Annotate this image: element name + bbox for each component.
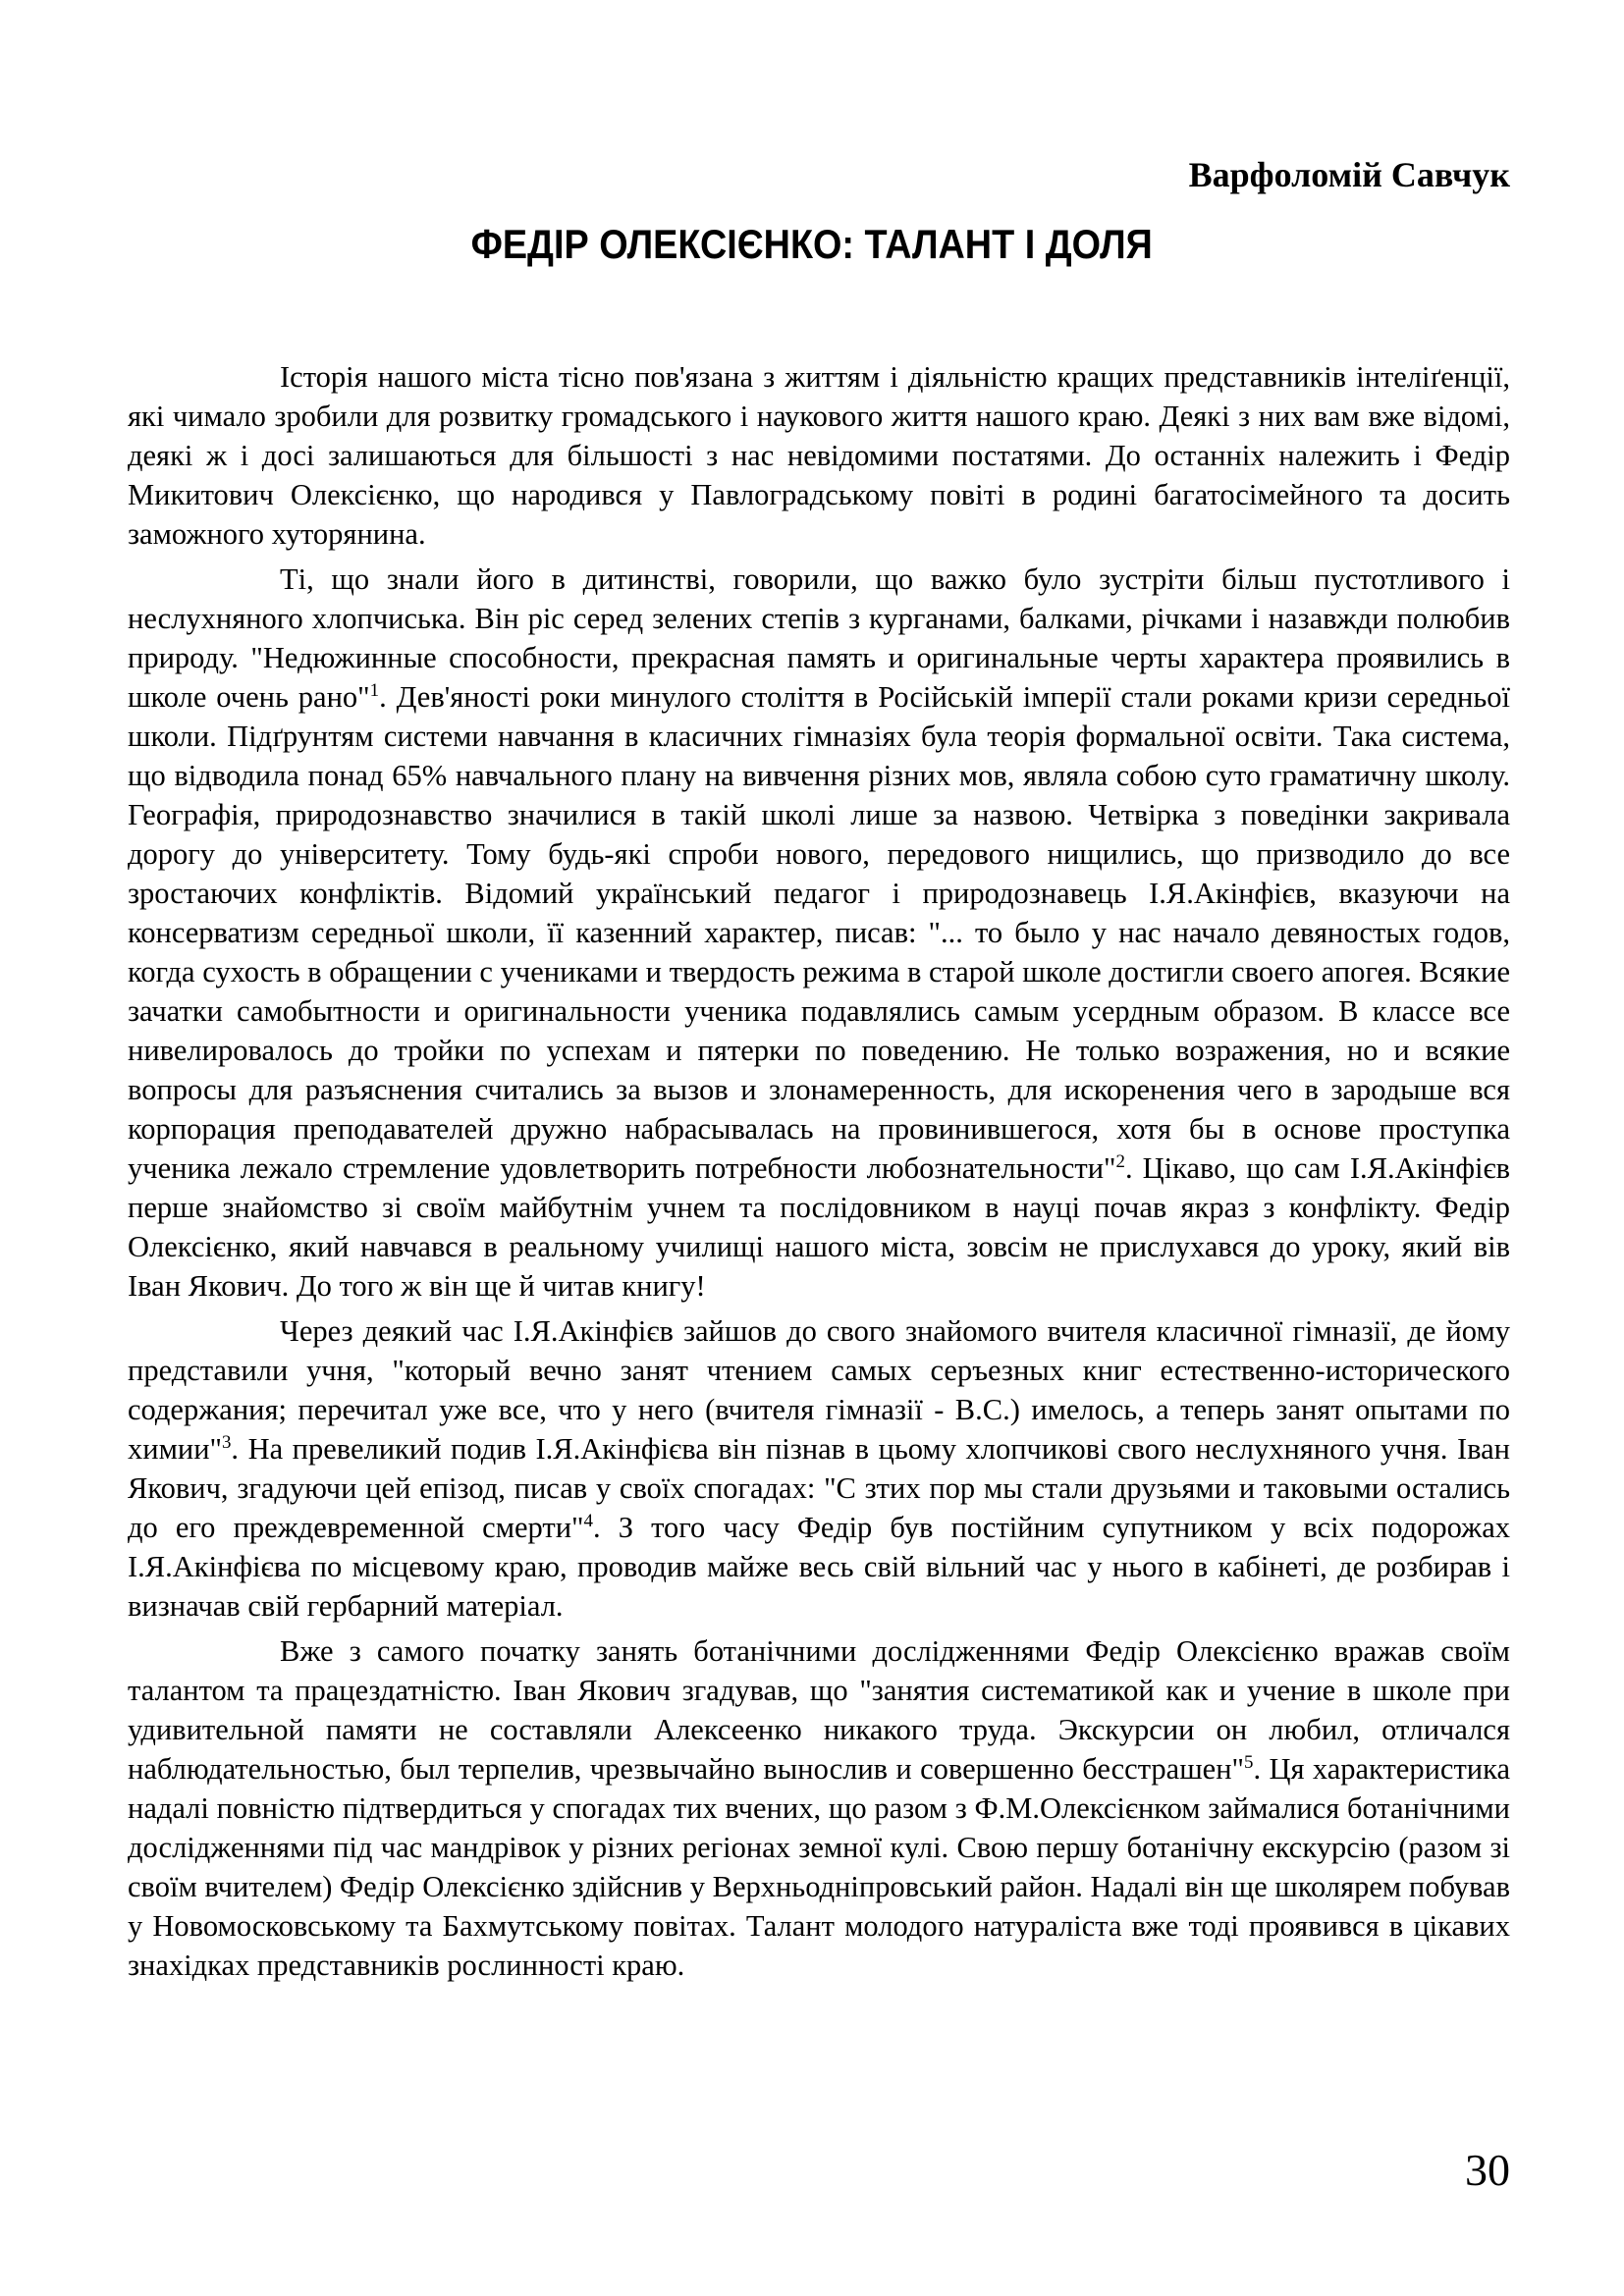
page-number: 30 — [1465, 2145, 1510, 2195]
body-paragraph-4: Вже з самого початку занять ботанічними дослідженнями Федір Олексієнко вражав своїм талантом та працездатністю. Іван Якович згадував, що "занятия систематикой как и учение в школе при удивительной памяти не составляли Алексеенко никакого труда. Экскурсии он любил, отличался наблюдательностью, был терпелив, чрезвычайно вынослив и совершенно бесстрашен"$^5$. Ця характеристика надалі повністю підтвердиться у спогадах тих вчених, що разом з Ф.М.Олексієнком займалися ботанічними дослідженнями під час мандрівок у різних регіонах земної кулі. Свою першу ботанічну екскурсію (разом зі своїм вчителем) Федір Олексієнко здійснив у Верхньодніпровський район. Надалі він ще школярем побував у Новомосковському та Бахмутському повітах. Талант молодого натураліста вже тоді проявився в цікавих знахідках представників рослинності краю. — [128, 1634, 1510, 1982]
body-paragraph-1: Історія нашого міста тісно пов'язана з життям і діяльністю кращих представників інтеліґенції, які чимало зробили для розвитку громадського і наукового життя нашого краю. Деякі з них вам вже відомі, деякі ж і досі залишаються для більшості з нас невідомими постатями. До останніх належить і Федір Микитович Олексієнко, що народився у Павлоградському повіті в родині багатосімейного та досить заможного хуторянина. — [128, 360, 1510, 551]
article-title — [0, 222, 1624, 267]
body-paragraph-3: Через деякий час І.Я.Акінфієв зайшов до свого знайомого вчителя класичної гімназії, де йому представили учня, "который вечно занят чтением самых серъезных книг естественно-исторического содержания; перечитал уже все, что у него (вчителя гімназії - В.С.) имелось, а теперь занят опытами по химии"$^3$. На превеликий подив І.Я.Акінфієва він пізнав в цьому хлопчикові свого неслухняного учня. Іван Якович, згадуючи цей епізод, писав у своїх спогадах: "С зтих пор мы стали друзьями и таковыми остались до его преждевременной смерти"$^4$. З того часу Федір був постійним супутником у всіх подорожах І.Я.Акінфієва по місцевому краю, проводив майже весь свій вільний час у нього в кабінеті, де розбирав і визначав свій гербарний матеріал. — [128, 1314, 1510, 1623]
author-byline: Варфоломій Савчук — [1188, 155, 1510, 194]
article-body — [128, 357, 1510, 1985]
body-paragraph-2: Ті, що знали його в дитинстві, говорили, що важко було зустріти більш пустотливого і неслухняного хлопчиська. Він ріс серед зелених степів з курганами, балками, річками і назавжди полюбив природу. "Недюжинные способности, прекрасная память и оригинальные черты характера проявились в школе очень рано"$^1$. Дев'яності роки минулого століття в Російській імперії стали роками кризи середньої школи. Підґрунтям системи навчання в класичних гімназіях була теорія формальної освіти. Така система, що відводила понад 65% навчального плану на вивчення різних мов, являла собою суто граматичну школу. Географія, природознавство значилися в такій школі лише за назвою. Четвірка з поведінки закривала дорогу до університету. Тому будь-які спроби нового, передового нищились, що призводило до все зростаючих конфліктів. Відомий український педагог і природознавець І.Я.Акінфієв, вказуючи на консерватизм середньої школи, її казенний характер, писав: "... то было у нас начало девяностых годов, когда сухость в обращении с учениками и твердость режима в старой школе достигли своего апогея. Всякие зачатки самобытности и оригинальности ученика подавлялись самым усердным образом. В классе все нивелировалось до тройки по успехам и пятерки по поведению. Не только возражения, но и всякие вопросы для разъяснения считались за вызов и злонамеренность, для искоренения чего в зародыше вся корпорация преподавателей дружно набрасывалась на провинившегося, хотя бы в основе проступка ученика лежало стремление удовлетворить потребности любознательности"$^2$. Цікаво, що сам І.Я.Акінфієв перше знайомство зі своїм майбутнім учнем та послідовником в науці почав якраз з конфлікту. Федір Олексієнко, який навчався в реальному училищі нашого міста, зовсім не прислухався до уроку, який вів Іван Якович. До того ж він ще й читав книгу! — [128, 562, 1510, 1303]
article-title-text: ФЕДІР ОЛЕКСІЄНКО: ТАЛАНТ І ДОЛЯ — [470, 221, 1154, 267]
